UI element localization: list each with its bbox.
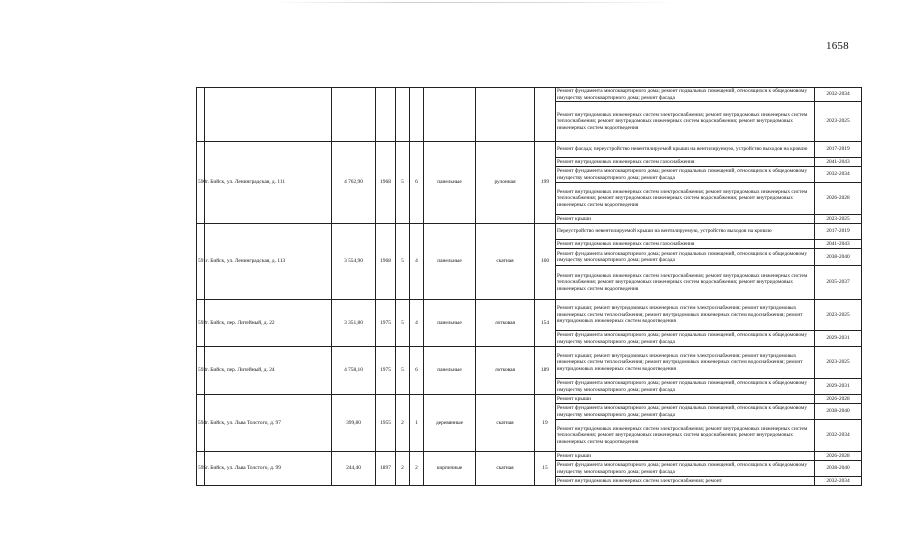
cell-floors: 2 <box>396 395 410 452</box>
cell-residents: 160 <box>535 224 556 300</box>
cell-period: 2023-2025 <box>815 215 862 224</box>
cell-wall: кирпичные <box>424 452 476 486</box>
cell-period: 2038-2040 <box>815 249 862 266</box>
cell-work: Ремонт внутридомовых инженерных систем электроснабжения; ремонт внутридомовых инженерных систем теплоснабжения; ремонт внутридомовых инженерных систем водоснабжения; ремонт внутридомовых инженерных систем водоотведения <box>556 420 815 452</box>
cell-num <box>197 88 205 142</box>
cell-floors: 5 <box>396 224 410 300</box>
cell-work: Ремонт фундамента многоквартирного дома; ремонт подвальных помещений, относящихся к общедомовому имуществу многоквартирного дома; ремонт фасада <box>556 88 815 102</box>
cell-wall: деревянные <box>424 395 476 452</box>
cell-entrances: 4 <box>410 300 424 347</box>
cell-address: г. Бийск, пер. Литейный, д. 24 <box>205 347 332 395</box>
cell-address: г. Бийск, пер. Литейный, д. 22 <box>205 300 332 347</box>
cell-work: Ремонт фундамента многоквартирного дома; ремонт подвальных помещений, относящихся к общедомовому имуществу многоквартирного дома; ремонт фасада <box>556 379 815 395</box>
cell-work: Ремонт внутридомовых инженерных систем электроснабжения; ремонт <box>556 477 815 486</box>
cell-period: 2023-2025 <box>815 347 862 379</box>
cell-work: Ремонт крыши <box>556 452 815 461</box>
cell-area: 4 762,90 <box>332 142 376 224</box>
cell-floors <box>396 88 410 142</box>
cell-roof: лотковая <box>476 300 535 347</box>
cell-num: 591 <box>197 224 205 300</box>
cell-period: 2041-2043 <box>815 240 862 249</box>
cell-address <box>205 88 332 142</box>
cell-entrances: 6 <box>410 347 424 395</box>
cell-entrances <box>410 88 424 142</box>
cell-num: 594 <box>197 395 205 452</box>
table-row <box>197 224 862 240</box>
cell-area <box>332 88 376 142</box>
table-row <box>197 452 862 461</box>
cell-entrances: 1 <box>410 395 424 452</box>
cell-work: Ремонт фундамента многоквартирного дома; ремонт подвальных помещений, относящихся к общедомовому имуществу многоквартирного дома; ремонт фасада <box>556 249 815 266</box>
cell-year: 1975 <box>376 347 396 395</box>
cell-address: г. Бийск, ул. Льва Толстого, д. 97 <box>205 395 332 452</box>
cell-residents: 15 <box>535 452 556 486</box>
cell-area: 399,80 <box>332 395 376 452</box>
cell-year <box>376 88 396 142</box>
cell-area: 3 554,90 <box>332 224 376 300</box>
cell-year: 1955 <box>376 395 396 452</box>
cell-address: г. Бийск, ул. Ленинградская, д. 113 <box>205 224 332 300</box>
cell-period: 2026-2028 <box>815 452 862 461</box>
cell-residents: 154 <box>535 300 556 347</box>
scan-artifact <box>0 2 905 3</box>
cell-num: 592 <box>197 300 205 347</box>
cell-wall: панельные <box>424 224 476 300</box>
cell-work: Ремонт внутридомовых инженерных систем электроснабжения; ремонт внутридомовых инженерных систем теплоснабжения; ремонт внутридомовых инженерных систем водоснабжения; ремонт внутридомовых инженерных систем водоотведения <box>556 266 815 300</box>
cell-roof: рулонная <box>476 142 535 224</box>
cell-entrances: 4 <box>410 224 424 300</box>
cell-roof: скатная <box>476 395 535 452</box>
cell-residents <box>535 88 556 142</box>
cell-period: 2041-2043 <box>815 158 862 167</box>
cell-work: Переустройство невентилируемой крыши на вентилируемую, устройство выходов на кровлю <box>556 224 815 240</box>
cell-floors: 5 <box>396 300 410 347</box>
cell-entrances: 2 <box>410 452 424 486</box>
cell-entrances: 6 <box>410 142 424 224</box>
cell-work: Ремонт внутридомовых инженерных систем газоснабжения <box>556 158 815 167</box>
cell-period: 2026-2028 <box>815 183 862 215</box>
cell-address: г. Бийск, ул. Ленинградская, д. 111 <box>205 142 332 224</box>
cell-area: 3 351,80 <box>332 300 376 347</box>
table-row <box>197 395 862 404</box>
cell-year: 1968 <box>376 142 396 224</box>
cell-year: 1975 <box>376 300 396 347</box>
cell-area: 244,40 <box>332 452 376 486</box>
cell-work: Ремонт фундамента многоквартирного дома; ремонт подвальных помещений, относящихся к общедомовому имуществу многоквартирного дома; ремонт фасада <box>556 404 815 420</box>
table-row <box>197 300 862 331</box>
cell-period: 2038-2040 <box>815 461 862 477</box>
cell-period: 2026-2028 <box>815 395 862 404</box>
cell-residents: 199 <box>535 142 556 224</box>
cell-wall <box>424 88 476 142</box>
cell-period: 2032-2034 <box>815 88 862 102</box>
cell-wall: панельные <box>424 300 476 347</box>
cell-roof <box>476 88 535 142</box>
cell-num: 593 <box>197 347 205 395</box>
cell-period: 2029-2031 <box>815 379 862 395</box>
cell-period: 2023-2025 <box>815 102 862 142</box>
cell-wall: панельные <box>424 347 476 395</box>
cell-work: Ремонт фундамента многоквартирного дома; ремонт подвальных помещений, относящихся к общедомовому имуществу многоквартирного дома; ремонт фасада <box>556 331 815 347</box>
cell-period: 2038-2040 <box>815 404 862 420</box>
cell-work: Ремонт фундамента многоквартирного дома; ремонт подвальных помещений, относящихся к общедомовому имуществу многоквартирного дома; ремонт фасада <box>556 167 815 183</box>
cell-floors: 5 <box>396 347 410 395</box>
cell-year: 1968 <box>376 224 396 300</box>
cell-work: Ремонт внутридомовых инженерных систем газоснабжения <box>556 240 815 249</box>
cell-period: 2032-2034 <box>815 477 862 486</box>
cell-num: 590 <box>197 142 205 224</box>
cell-work: Ремонт внутридомовых инженерных систем электроснабжения; ремонт внутридомовых инженерных систем теплоснабжения; ремонт внутридомовых инженерных систем водоснабжения; ремонт внутридомовых инженерных систем водоотведения <box>556 183 815 215</box>
cell-period: 2032-2034 <box>815 420 862 452</box>
cell-period: 2029-2031 <box>815 331 862 347</box>
cell-period: 2017-2019 <box>815 224 862 240</box>
cell-floors: 5 <box>396 142 410 224</box>
cell-residents: 19 <box>535 395 556 452</box>
cell-period: 2023-2025 <box>815 300 862 331</box>
cell-work: Ремонт внутридомовых инженерных систем электроснабжения; ремонт внутридомовых инженерных систем теплоснабжения; ремонт внутридомовых инженерных систем водоснабжения; ремонт внутридомовых инженерных систем водоотведения <box>556 102 815 142</box>
cell-roof: скатная <box>476 224 535 300</box>
cell-address: г. Бийск, ул. Льва Толстого, д. 99 <box>205 452 332 486</box>
page-number: 1658 <box>826 40 849 52</box>
cell-work: Ремонт крыши <box>556 215 815 224</box>
cell-wall: панельные <box>424 142 476 224</box>
cell-roof: скатная <box>476 452 535 486</box>
cell-work: Ремонт крыши; ремонт внутридомовых инженерных систем электроснабжения; ремонт внутридомовых инженерных систем теплоснабжения; ремонт внутридомовых инженерных систем водоснабжения; ремонт внутридомовых инженерных систем водоотведения <box>556 300 815 331</box>
cell-period: 2035-2037 <box>815 266 862 300</box>
repair-schedule-table <box>196 87 862 486</box>
cell-floors: 2 <box>396 452 410 486</box>
cell-area: 4 758,10 <box>332 347 376 395</box>
cell-num: 595 <box>197 452 205 486</box>
cell-period: 2032-2034 <box>815 167 862 183</box>
table-row <box>197 347 862 379</box>
cell-work: Ремонт фундамента многоквартирного дома; ремонт подвальных помещений, относящихся к общедомовому имуществу многоквартирного дома; ремонт фасада <box>556 461 815 477</box>
cell-work: Ремонт крыши <box>556 395 815 404</box>
cell-work: Ремонт крыши; ремонт внутридомовых инженерных систем электроснабжения; ремонт внутридомовых инженерных систем теплоснабжения; ремонт внутридомовых инженерных систем водоснабжения; ремонт внутридомовых инженерных систем водоотведения <box>556 347 815 379</box>
cell-period: 2017-2019 <box>815 142 862 158</box>
table-row <box>197 88 862 102</box>
table-row <box>197 142 862 158</box>
cell-work: Ремонт фасада; переустройство невентилируемой крыши на вентилируемую, устройство выходов на кровлю <box>556 142 815 158</box>
cell-roof: лотковая <box>476 347 535 395</box>
cell-residents: 189 <box>535 347 556 395</box>
cell-year: 1897 <box>376 452 396 486</box>
table-body <box>197 88 862 486</box>
